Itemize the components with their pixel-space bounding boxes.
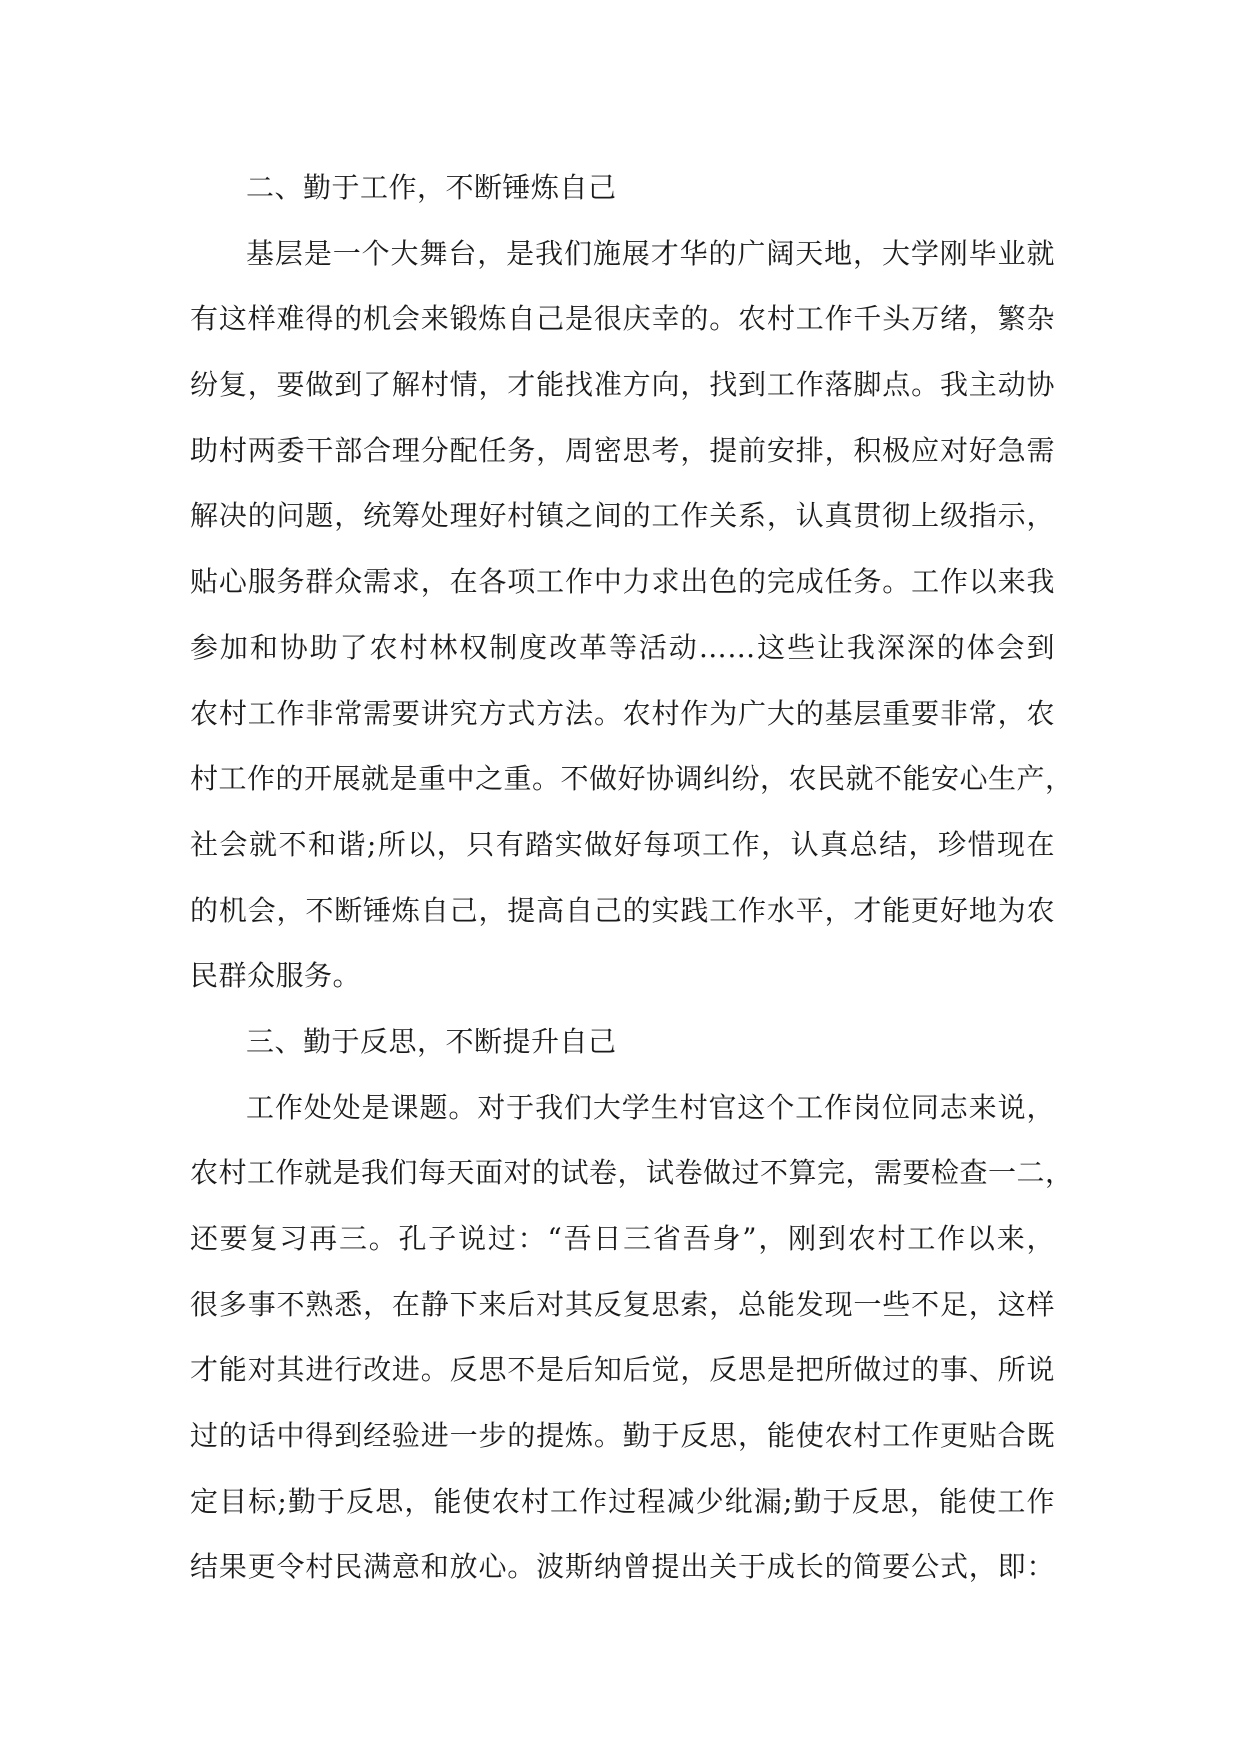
paragraph-line: 的机会，不断锤炼自己，提高自己的实践工作水平，才能更好地为农 [190,893,1055,927]
section-heading: 三、勤于反思，不断提升自己 [246,1024,617,1058]
paragraph-line: 村工作的开展就是重中之重。不做好协调纠纷，农民就不能安心生产， [190,762,1074,796]
paragraph-line: 工作处处是课题。对于我们大学生村官这个工作岗位同志来说， [246,1090,1055,1124]
paragraph-line: 助村两委干部合理分配任务，周密思考，提前安排，积极应对好急需 [190,433,1055,467]
paragraph-line: 贴心服务群众需求，在各项工作中力求出色的完成任务。工作以来我 [190,565,1055,599]
paragraph-line: 民群众服务。 [190,959,362,993]
paragraph-line: 参加和协助了农村林权制度改革等活动……这些让我深深的体会到 [190,630,1055,664]
paragraph-line: 很多事不熟悉，在静下来后对其反复思索，总能发现一些不足，这样 [190,1287,1055,1321]
paragraph-line: 社会就不和谐;所以，只有踏实做好每项工作，认真总结，珍惜现在 [190,827,1055,861]
paragraph-line: 才能对其进行改进。反思不是后知后觉，反思是把所做过的事、所说 [190,1353,1055,1387]
section-heading: 二、勤于工作，不断锤炼自己 [246,171,617,204]
paragraph-line: 过的话中得到经验进一步的提炼。勤于反思，能使农村工作更贴合既 [190,1419,1055,1453]
paragraph-line: 还要复习再三。孔子说过：“吾日三省吾身”，刚到农村工作以来， [190,1222,1055,1255]
paragraph-line: 纷复，要做到了解村情，才能找准方向，找到工作落脚点。我主动协 [190,368,1055,402]
document-body [190,155,1074,1600]
paragraph-line: 有这样难得的机会来锻炼自己是很庆幸的。农村工作千头万绪，繁杂 [190,302,1055,336]
paragraph-line: 农村工作就是我们每天面对的试卷，试卷做过不算完，需要检查一二， [190,1156,1074,1190]
paragraph-line: 定目标;勤于反思，能使农村工作过程减少纰漏;勤于反思，能使工作 [190,1484,1055,1518]
paragraph-line: 解决的问题，统筹处理好村镇之间的工作关系，认真贯彻上级指示， [190,499,1055,533]
paragraph-line: 基层是一个大舞台，是我们施展才华的广阔天地，大学刚毕业就 [246,236,1055,270]
paragraph-line: 结果更令村民满意和放心。波斯纳曾提出关于成长的简要公式，即： [190,1550,1055,1584]
paragraph-line: 农村工作非常需要讲究方式方法。农村作为广大的基层重要非常，农 [190,696,1055,730]
